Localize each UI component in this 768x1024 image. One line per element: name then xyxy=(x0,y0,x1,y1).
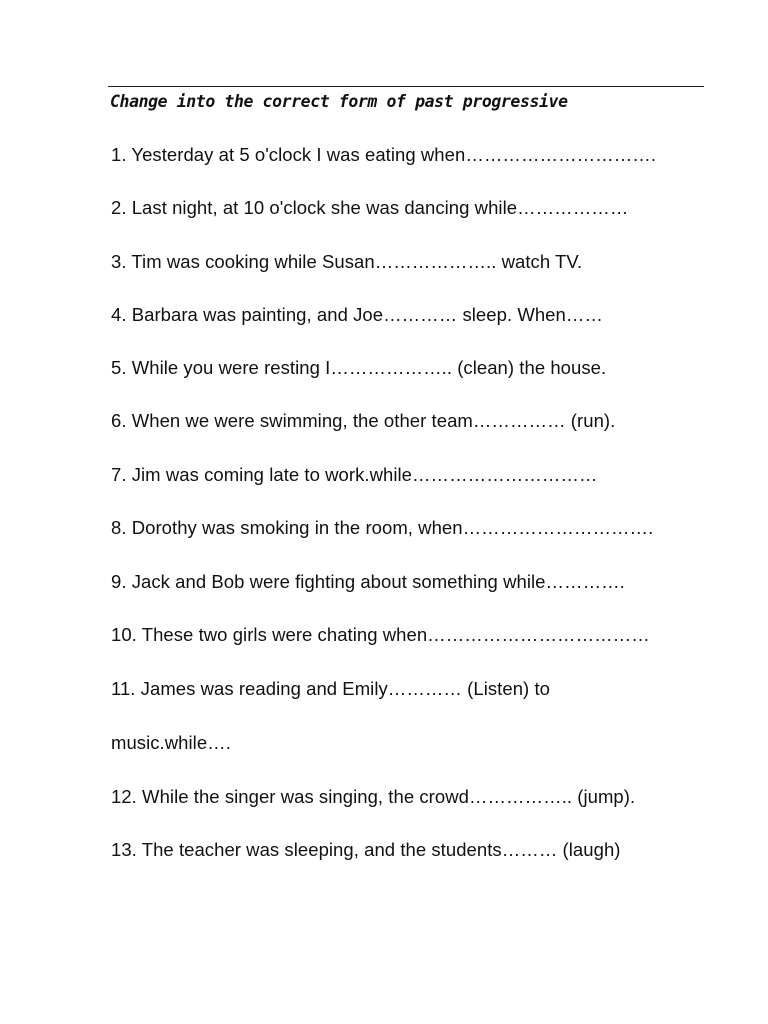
exercise-line-13: 13. The teacher was sleeping, and the students……… (laugh) xyxy=(111,839,621,860)
exercise-line-1: 1. Yesterday at 5 o'clock I was eating when…………………………. xyxy=(111,144,657,165)
exercise-line-11-continued: music.while…. xyxy=(111,732,231,753)
exercise-line-9: 9. Jack and Bob were fighting about something while…………. xyxy=(111,571,625,592)
exercise-line-8: 8. Dorothy was smoking in the room, when…………………………. xyxy=(111,517,654,538)
exercise-line-11: 11. James was reading and Emily………… (Listen) to xyxy=(111,678,550,699)
worksheet-title: Change into the correct form of past progressive xyxy=(110,92,568,111)
exercise-line-3: 3. Tim was cooking while Susan……………….. watch TV. xyxy=(111,251,583,272)
exercise-line-10: 10. These two girls were chating when……………………………… xyxy=(111,624,650,645)
exercise-line-6: 6. When we were swimming, the other team…………… (run). xyxy=(111,410,616,431)
top-rule xyxy=(108,86,704,87)
exercise-line-2: 2. Last night, at 10 o'clock she was dancing while……………… xyxy=(111,197,629,218)
exercise-line-5: 5. While you were resting I……………….. (clean) the house. xyxy=(111,357,607,378)
exercise-line-7: 7. Jim was coming late to work.while………………………… xyxy=(111,464,598,485)
exercise-line-12: 12. While the singer was singing, the crowd…………….. (jump). xyxy=(111,786,636,807)
exercise-line-4: 4. Barbara was painting, and Joe………… sleep. When…… xyxy=(111,304,603,325)
